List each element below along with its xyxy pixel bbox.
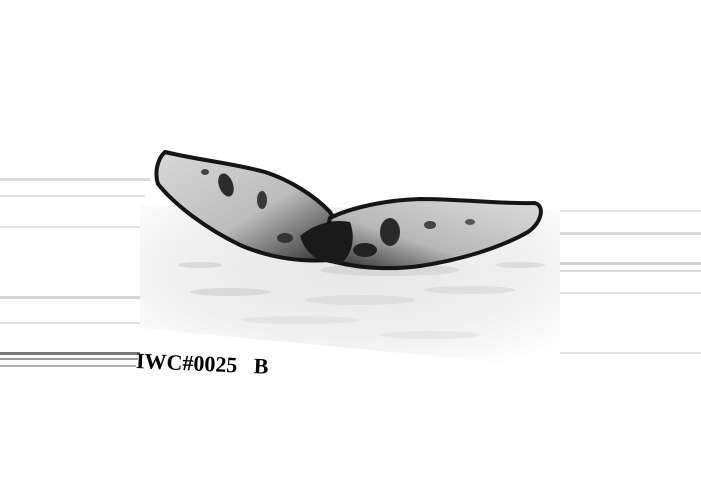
photo-id-caption: IWC#0025 B xyxy=(135,348,270,379)
